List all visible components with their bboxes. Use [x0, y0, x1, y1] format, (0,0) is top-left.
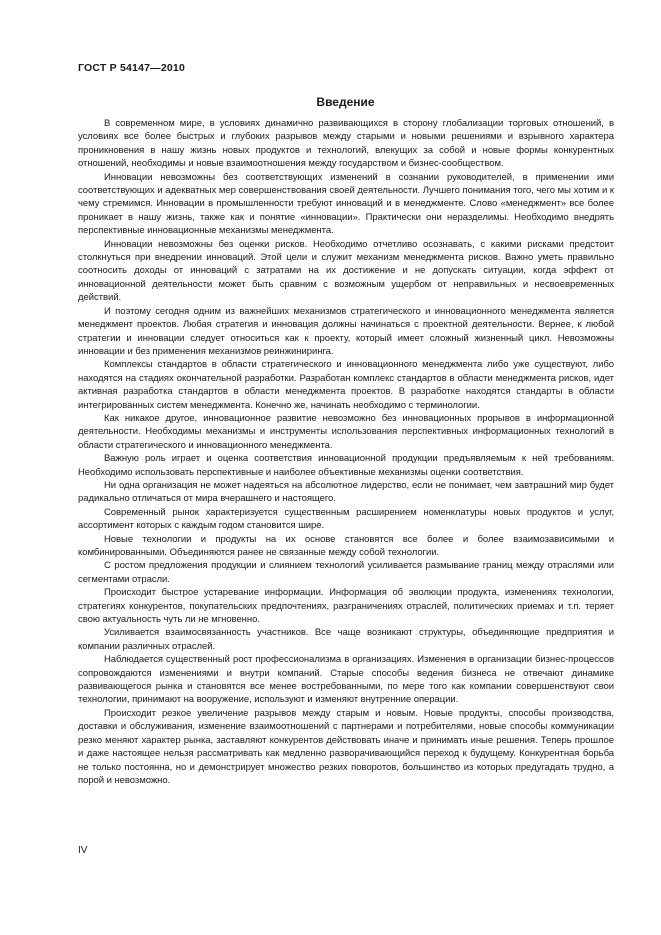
paragraph: Новые технологии и продукты на их основе становятся все более и более взаимозависимыми и комбинированными. Объединяются ранее не связанные между собой технологии. [78, 533, 614, 558]
paragraph: Важную роль играет и оценка соответствия инновационной продукции предъявляемым к ней требованиям. Необходимо использовать перспективные и наиболее объективные механизмы оценки соответствия. [78, 453, 614, 478]
paragraph: Инновации невозможны без оценки рисков. Необходимо отчетливо осознавать, с какими рисками предстоит столкнуться при внедрении инноваций. Этой цели и служит механизм менеджмента рисков. Важно уметь правильно соотносить доходы от инноваций с затратами на их достижение и не допускать ситуации, когда эффект от инновационной деятельности может быть сравним с возможным ущербом от неправильных и несвоевременных действий. [78, 238, 614, 304]
paragraph: Происходит резкое увеличение разрывов между старым и новым. Новые продукты, способы производства, доставки и обслуживания, изменение взаимоотношений с партнерами и потребителями, новые способы коммуникации резко меняют характер рынка, заставляют конкурентов действовать иначе и принимать иные решения. Теперь прошлое и даже настоящее нельзя рассматривать как медленно разворачивающийся переход к будущему. Конкурентная борьба не только постоянна, но и демонстрирует множество резких поворотов, большинство из которых предугадать трудно, а порой и невозможно. [78, 707, 614, 786]
paragraph: Как никакое другое, инновационное развитие невозможно без инновационных прорывов в информационной деятельности. Необходимы механизмы и инструменты использования перспективных информационных технологий в области стратегического и инновационного менеджмента. [78, 412, 614, 451]
paragraph: С ростом предложения продукции и слиянием технологий усиливается размывание границ между отраслями или сегментами отрасли. [78, 560, 614, 585]
paragraph: Наблюдается существенный рост профессионализма в организациях. Изменения в организации бизнес-процессов сопровождаются изменениями и внутри компаний. Старые способы ведения бизнеса не отвечают динамике развивающегося рынка и становятся все менее востребованными, по мере того как компании совершенствуют свои технологии, принимают на вооружение, используют и изменяют внутренние операции. [78, 654, 614, 706]
paragraph: И поэтому сегодня одним из важнейших механизмов стратегического и инновационного менеджмента является менеджмент проектов. Любая стратегия и инновация должны начинаться с проектной деятельности. Вернее, к любой стратегии и инновации следует относиться как к проекту, который имеет сложный жизненный цикл. Невозможны инновации и без применения механизмов реинжиниринга. [78, 305, 614, 357]
paragraph: Происходит быстрое устаревание информации. Информация об эволюции продукта, изменениях технологии, стратегиях конкурентов, покупательских предпочтениях, разграничениях отраслей, политических приемах и т.п. теряет свою актуальность чуть ли не мгновенно. [78, 587, 614, 626]
paragraph: Современный рынок характеризуется существенным расширением номенклатуры новых продуктов и услуг, ассортимент которых с каждым годом становится шире. [78, 506, 614, 532]
paragraph: Усиливается взаимосвязанность участников. Все чаще возникают структуры, объединяющие предприятия и компании различных отраслей. [78, 627, 614, 652]
paragraph: Ни одна организация не может надеяться на абсолютное лидерство, если не понимает, чем завтрашний мир будет радикально отличаться от мира вчерашнего и настоящего. [78, 479, 614, 505]
paragraph: Комплексы стандартов в области стратегического и инновационного менеджмента либо уже существуют, либо находятся на стадиях окончательной разработки. Разработан комплекс стандартов в области менеджмента рисков, идет активная разработка стандартов в области менеджмента проектов. В разработке находятся стандарты в области интегрированных систем менеджмента. Конечно же, начинать необходимо с терминологии. [78, 359, 614, 411]
section-title: Введение [316, 95, 375, 109]
document-id: ГОСТ Р 54147—2010 [78, 62, 186, 74]
body-text [78, 117, 614, 787]
paragraph: Инновации невозможны без соответствующих изменений в сознании руководителей, в применении ими соответствующих и адекватных мер совершенствования своей деятельности. Лучшего понимания того, чего мы хотим и к чему стремимся. Инновации в промышленности требуют инноваций и в менеджменте. Слово «менеджмент» все более проникает в нашу жизнь, также как и понятие «инновации». Практически они неразделимы. Необходимо внедрять перспективные инновационные механизмы менеджмента. [78, 171, 614, 237]
paragraph: В современном мире, в условиях динамично развивающихся в сторону глобализации торговых отношений, в условиях все более быстрых и глубоких разрывов между старыми и новыми решениями и взрывного характера проникновения в нашу жизнь новых продуктов и технологий, влекущих за собой и новые формы конкурентных отношений, необходимы и новые взаимоотношения между государством и бизнес-сообществом. [78, 118, 614, 170]
page-number: IV [78, 845, 88, 856]
